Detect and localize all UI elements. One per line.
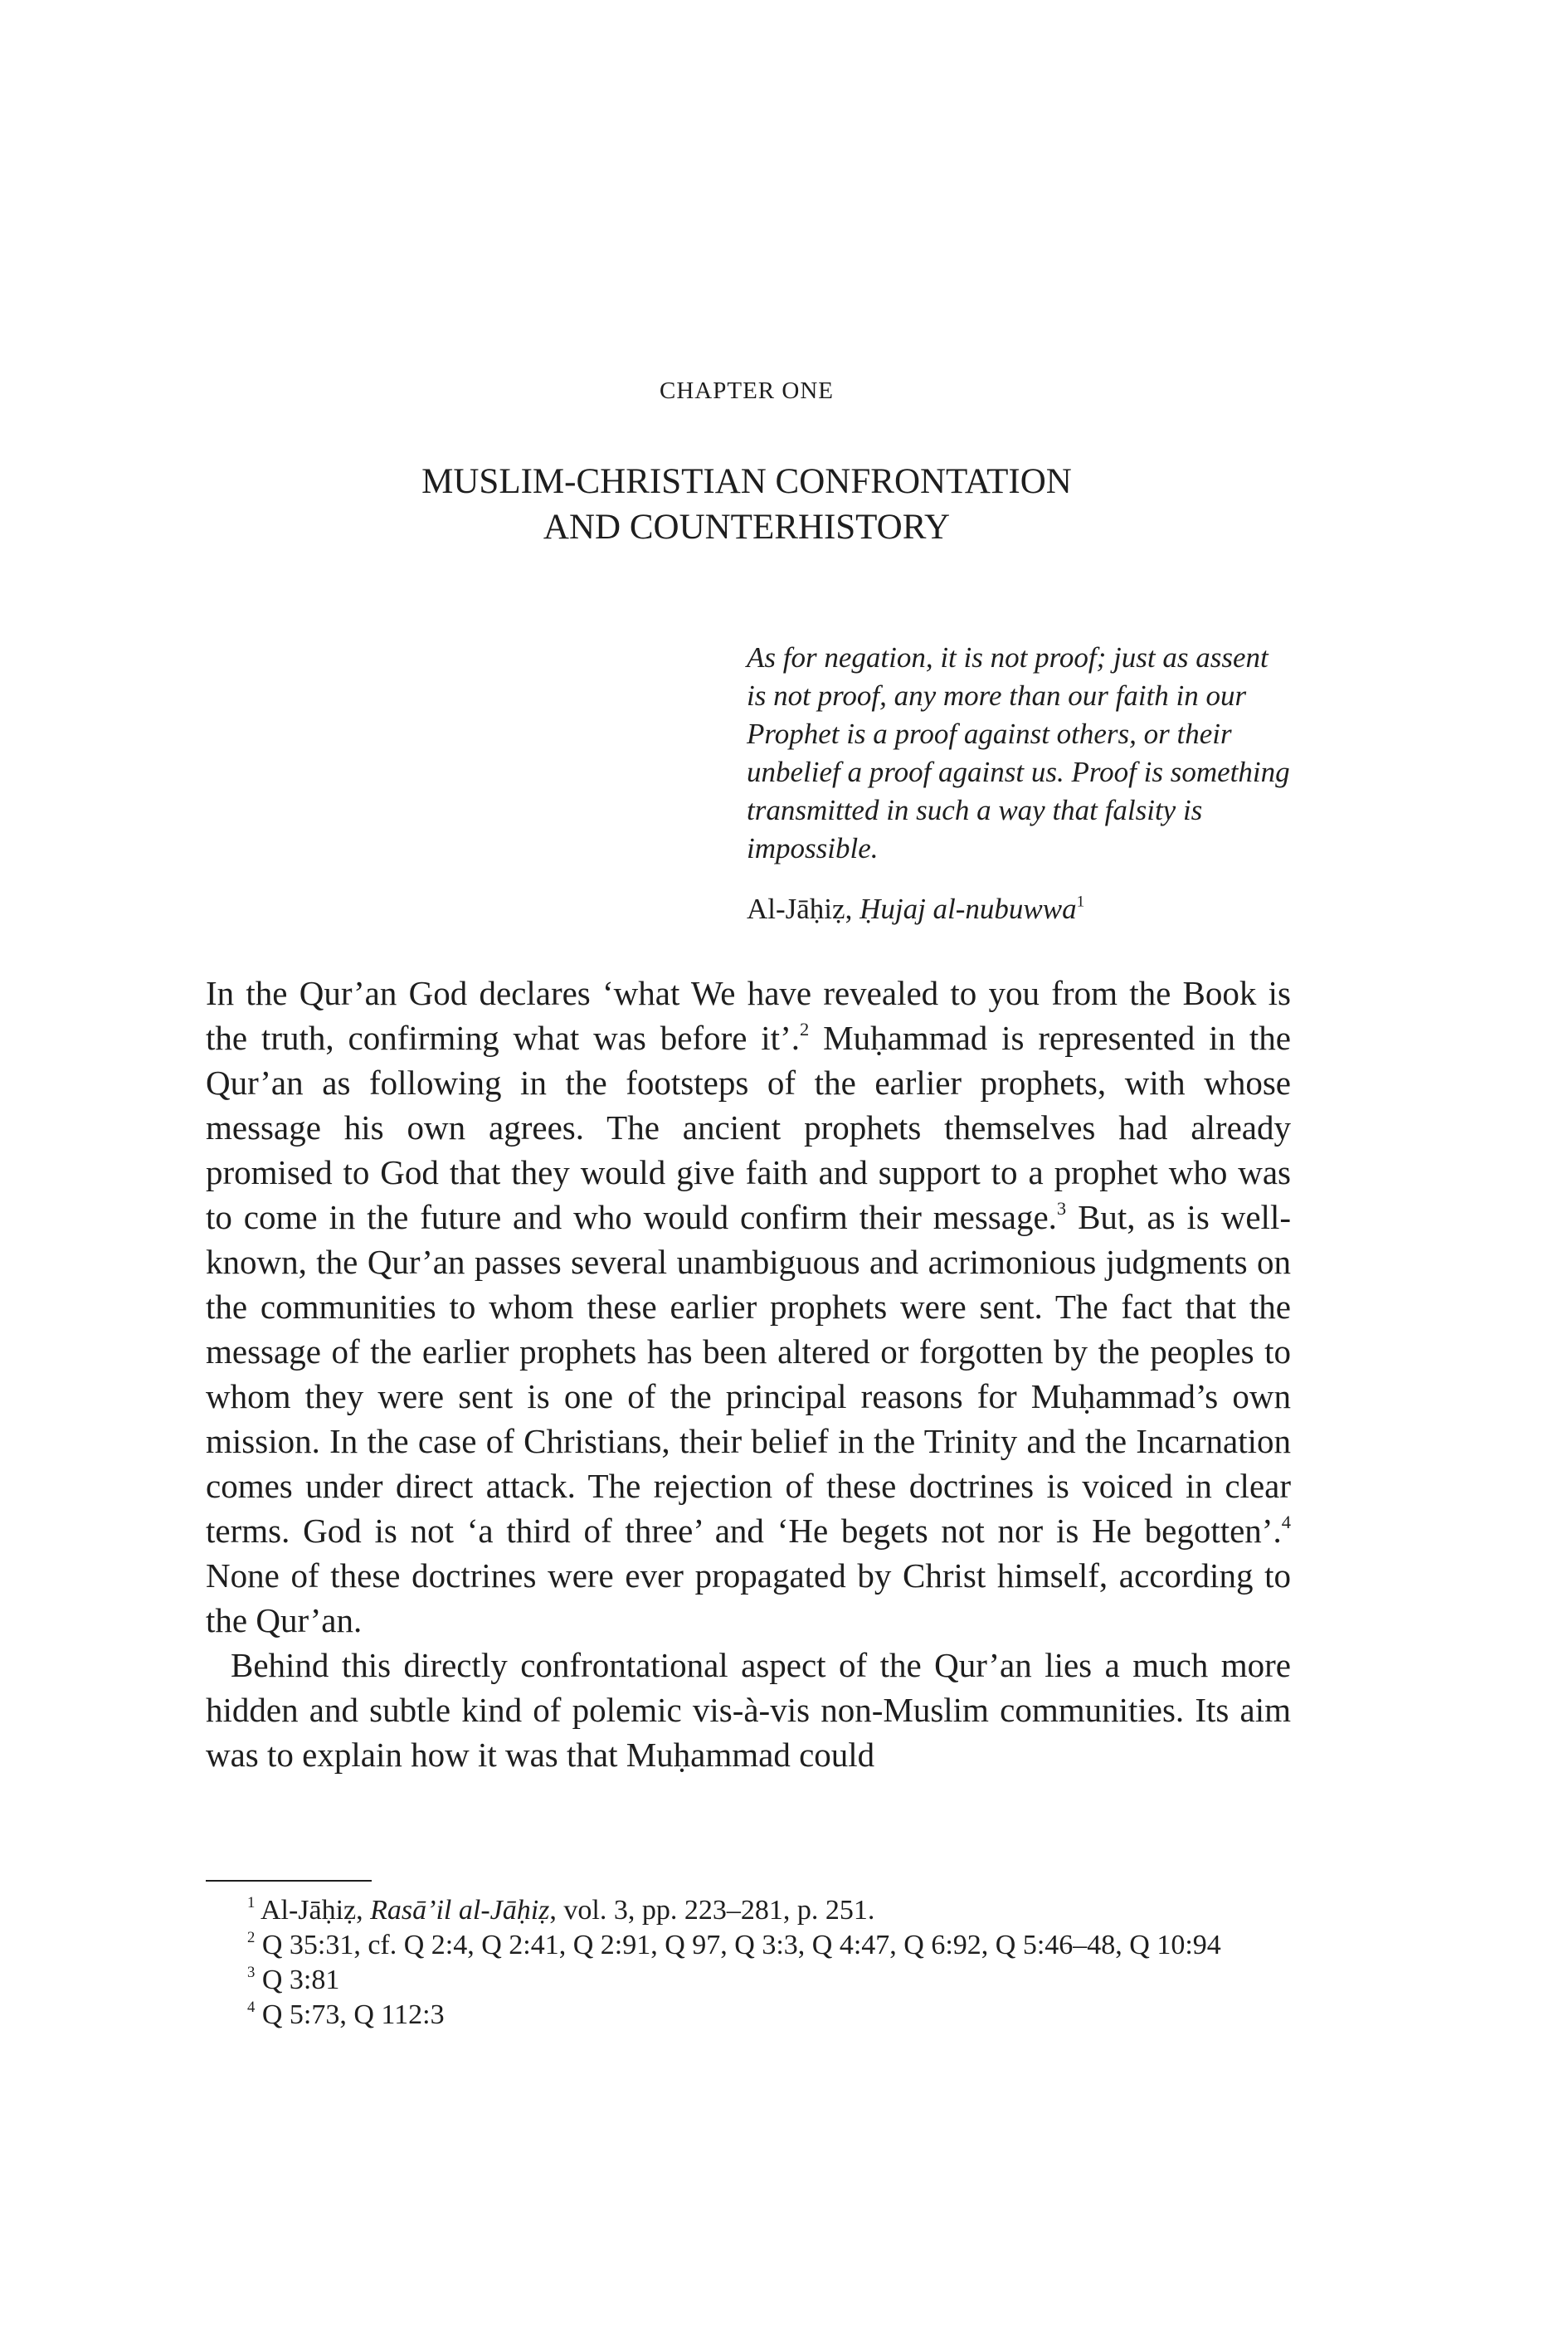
footnote-text: Q 5:73, Q 112:3 xyxy=(261,1999,445,2030)
chapter-title-line-1: MUSLIM-CHRISTIAN CONFRONTATION xyxy=(421,462,1072,501)
footnote-text: , vol. 3, pp. 223–281, p. 251. xyxy=(549,1895,875,1926)
epigraph-work-title: Ḥujaj al-nubuwwa xyxy=(859,893,1077,925)
paragraph-1-part-d: None of these doctrines were ever propagated by Christ himself, according to the Qur’an. xyxy=(206,1556,1291,1639)
footnotes xyxy=(206,1893,1291,2033)
footnote-text: Al-Jāḥiẓ, xyxy=(260,1895,371,1926)
epigraph-author: Al-Jāḥiẓ, xyxy=(747,893,853,925)
chapter-label: CHAPTER ONE xyxy=(660,377,834,404)
footnote-2 xyxy=(206,1928,1291,1963)
footnote-number: 3 xyxy=(247,1963,256,1981)
footnote-number: 2 xyxy=(247,1928,256,1946)
epigraph-quote: As for negation, it is not proof; just as assent is not proof, any more than our faith in our Prophet is a proof against others, or their unbelief a proof against us. Proof is something transmitted in such a way that falsity is impossible. xyxy=(747,641,1290,864)
footnote-ref-3: 3 xyxy=(1056,1198,1067,1220)
footnote-4 xyxy=(206,1998,1291,2033)
chapter-title xyxy=(0,459,1493,550)
footnote-number: 1 xyxy=(247,1893,256,1911)
paragraph-1-part-c: But, as is well-known, the Qur’an passes several unambiguous and acrimonious judgments on the communities to whom these earlier prophets were sent. The fact that the message of the earlier prophets has been altered or forgotten by the peoples to whom they were sent is one of the principal reasons for Muḥammad’s own mission. In the case of Christians, their belief in the Trinity and the Incarnation comes under direct attack. The rejection of these doctrines is voiced in clear terms. God is not ‘a third of three’ and ‘He begets not nor is He begotten’. xyxy=(206,1198,1291,1550)
footnote-ref-4: 4 xyxy=(1281,1512,1291,1533)
footnote-3 xyxy=(206,1963,1291,1998)
paragraph-2: Behind this directly confrontational aspect of the Qur’an lies a much more hidden and subtle kind of polemic vis-à-vis non-Muslim communities. Its aim was to explain how it was that Muḥammad could xyxy=(206,1646,1291,1774)
footnote-ref-1: 1 xyxy=(1076,893,1085,911)
footnote-text: Q 3:81 xyxy=(261,1965,340,1995)
footnote-divider xyxy=(206,1880,372,1882)
chapter-title-line-2: AND COUNTERHISTORY xyxy=(543,508,951,547)
paragraph-1-part-a: In the Qur’an God declares ‘what We have revealed to you from the Book is the truth, confirming what was before it’. xyxy=(206,974,1291,1057)
footnote-ref-2: 2 xyxy=(799,1019,810,1040)
body-text xyxy=(206,971,1291,1777)
paragraph-1 xyxy=(206,971,1291,1643)
footnote-number: 4 xyxy=(247,1998,256,2016)
paragraph-1-part-b: Muḥammad is represented in the Qur’an as following in the footsteps of the earlier prophets, with whose message his own agrees. The ancient prophets themselves had already promised to God that they would give faith and support to a prophet who was to come in the future and who would confirm their message. xyxy=(206,1019,1291,1236)
epigraph-attribution xyxy=(747,890,1084,928)
footnote-cited-title: Rasā’il al-Jāḥiẓ xyxy=(370,1895,550,1926)
footnote-1 xyxy=(206,1893,1291,1928)
footnote-text: Q 35:31, cf. Q 2:4, Q 2:41, Q 2:91, Q 97, Q 3:3, Q 4:47, Q 6:92, Q 5:46–48, Q 10:94 xyxy=(261,1930,1221,1960)
